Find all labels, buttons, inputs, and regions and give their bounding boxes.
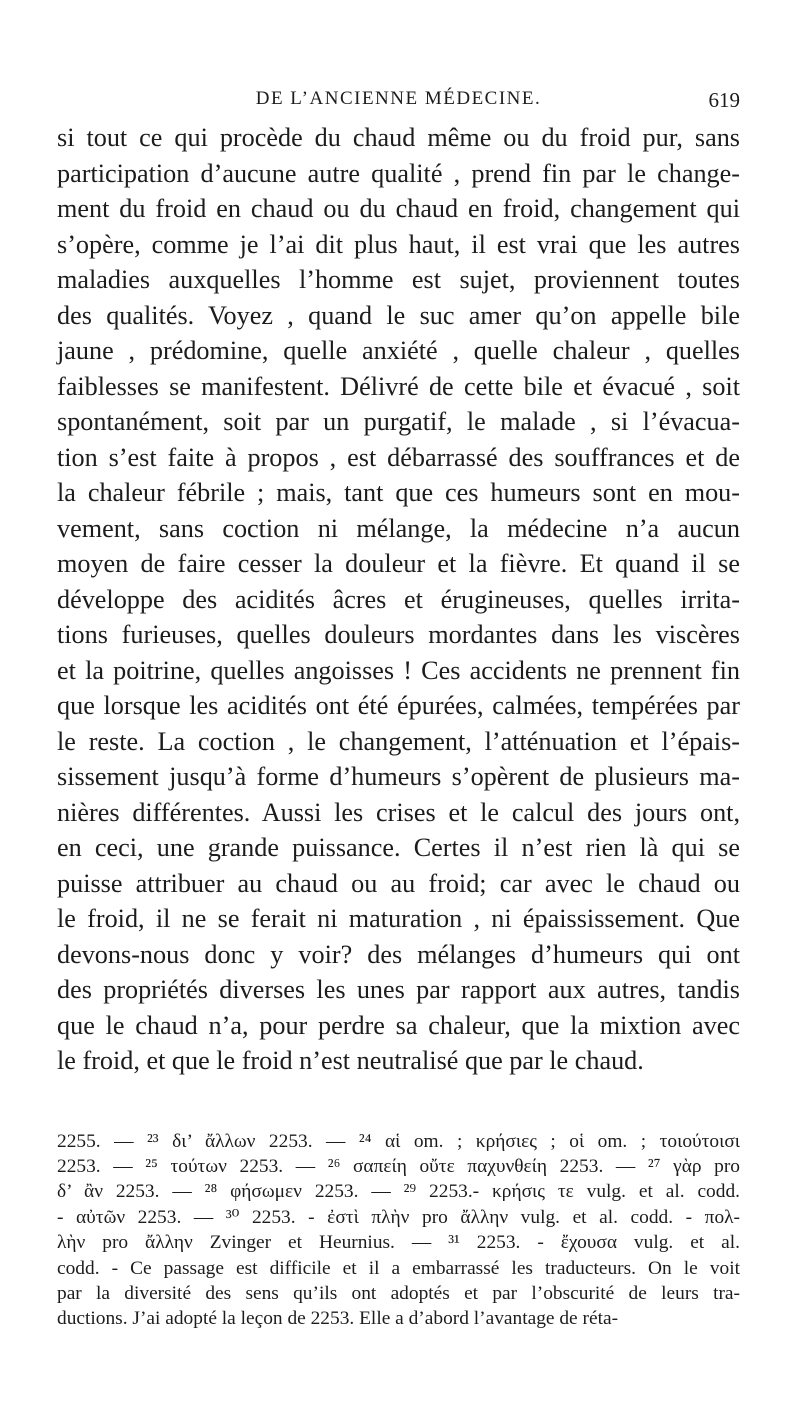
text-line: nières différentes. Aussi les crises et le calcul des jours ont, xyxy=(57,797,740,827)
footnote-line: - αὐτῶν 2253. — ³⁰ 2253. - ἐστὶ πλὴν pro ἄλλην vulg. et al. codd. - πολ- xyxy=(57,1206,740,1228)
text-line: s’opère, comme je l’ai dit plus haut, il est vrai que les autres xyxy=(57,229,740,259)
footnote-line: ductions. J’ai adopté la leçon de 2253. Elle a d’abord l’avantage de réta- xyxy=(57,1308,619,1330)
footnote-line: δ’ ἂν 2253. — ²⁸ φήσωμεν 2253. — ²⁹ 2253.- κρήσις τε vulg. et al. codd. xyxy=(57,1181,740,1203)
text-line: spontanément, soit par un purgatif, le malade , si l’évacua- xyxy=(57,407,740,436)
main-text xyxy=(57,120,740,1079)
page-number: 619 xyxy=(708,88,740,112)
text-line: maladies auxquelles l’homme est sujet, proviennent toutes xyxy=(57,265,740,294)
text-line: jaune , prédomine, quelle anxiété , quelle chaleur , quelles xyxy=(57,336,740,365)
text-line: que le chaud n’a, pour perdre sa chaleur, que la mixtion avec xyxy=(57,1010,740,1040)
footnote-line: λὴν pro ἄλλην Zvinger et Heurnius. — ³¹ 2253. - ἔχουσα vulg. et al. xyxy=(57,1232,740,1254)
text-line: puisse attribuer au chaud ou au froid; car avec le chaud ou xyxy=(57,868,740,898)
text-line: des propriétés diverses les unes par rapport aux autres, tandis xyxy=(57,975,740,1004)
text-line: développe des acidités âcres et érugineuses, quelles irrita- xyxy=(57,584,740,614)
text-line: si tout ce qui procède du chaud même ou du froid pur, sans xyxy=(57,123,740,152)
footnote-line: 2255. — ²³ δι’ ἄλλων 2253. — ²⁴ αἱ om. ; κρήσιες ; οἱ om. ; τοιούτοισι xyxy=(57,1130,740,1152)
text-line: moyen de faire cesser la douleur et la fièvre. Et quand il se xyxy=(57,549,740,578)
text-line: des qualités. Voyez , quand le suc amer qu’on appelle bile xyxy=(57,300,740,330)
running-title: DE L’ANCIENNE MÉDECINE. xyxy=(255,88,542,109)
text-line: le froid, il ne se ferait ni maturation , ni épaississement. Que xyxy=(57,904,740,933)
text-line: et la poitrine, quelles angoisses ! Ces accidents ne prennent fin xyxy=(57,655,740,685)
text-line: le froid, et que le froid n’est neutralisé que par le chaud. xyxy=(57,1046,644,1075)
text-line: que lorsque les acidités ont été épurées, calmées, tempérées par xyxy=(57,691,740,720)
footnote-line: codd. - Ce passage est difficile et il a embarrassé les traducteurs. On le voit xyxy=(57,1257,740,1279)
footnote-line: par la diversité des sens qu’ils ont adoptés et par l’obscurité de leurs tra- xyxy=(57,1282,740,1304)
text-line: la chaleur fébrile ; mais, tant que ces humeurs sont en mou- xyxy=(57,478,740,507)
text-line: faiblesses se manifestent. Délivré de cette bile et évacué , soit xyxy=(57,371,740,401)
footnote-line: 2253. — ²⁵ τούτων 2253. — ²⁶ σαπείη οὔτε παχυνθείη 2253. — ²⁷ γὰρ pro xyxy=(57,1155,740,1177)
text-line: tion s’est faite à propos , est débarrassé des souffrances et de xyxy=(57,442,740,472)
text-line: sissement jusqu’à forme d’humeurs s’opèrent de plusieurs ma- xyxy=(57,762,740,791)
text-line: participation d’aucune autre qualité , prend fin par le change- xyxy=(57,158,740,188)
text-line: en ceci, une grande puissance. Certes il n’est rien là qui se xyxy=(57,833,740,862)
text-line: le reste. La coction , le changement, l’atténuation et l’épais- xyxy=(57,726,740,756)
text-line: vement, sans coction ni mélange, la médecine n’a aucun xyxy=(57,513,740,543)
footnotes xyxy=(57,1129,740,1332)
text-line: devons-nous donc y voir? des mélanges d’humeurs qui ont xyxy=(57,939,740,969)
text-line: tions furieuses, quelles douleurs mordantes dans les viscères xyxy=(57,620,740,649)
running-header xyxy=(57,88,740,118)
text-line: ment du froid en chaud ou du chaud en froid, changement qui xyxy=(57,194,740,223)
